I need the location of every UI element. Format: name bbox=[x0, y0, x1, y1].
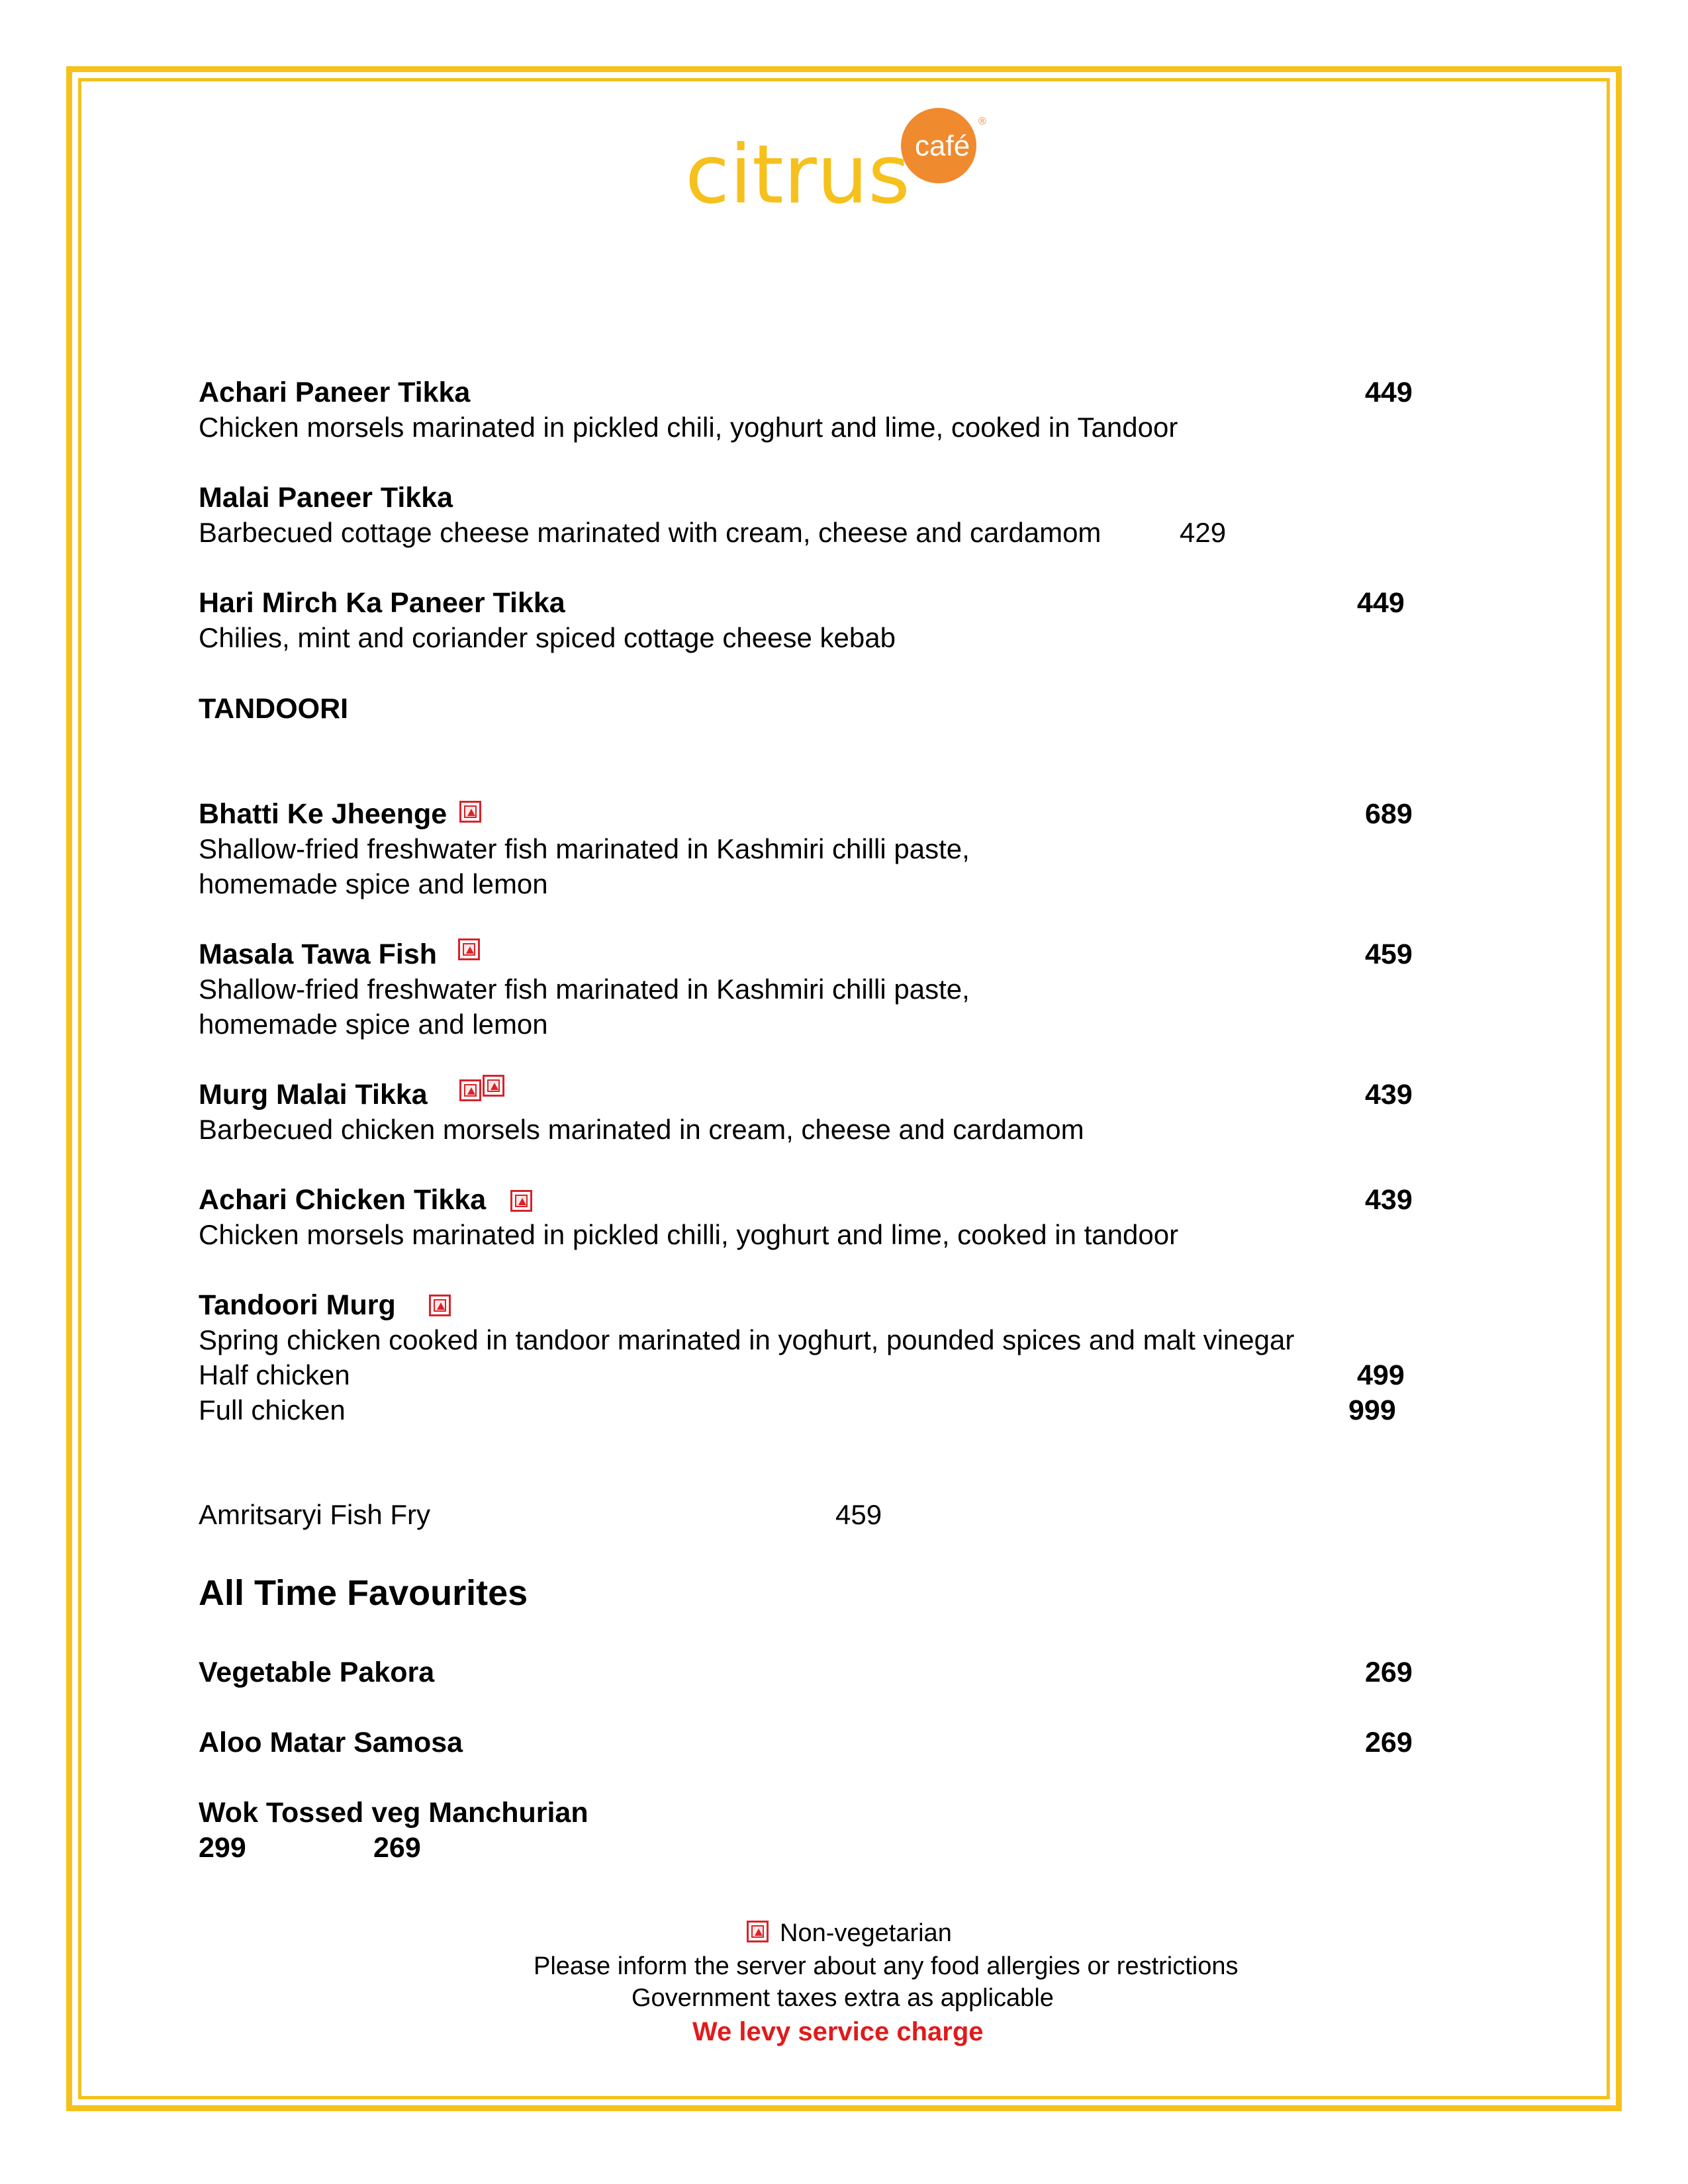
item-price-achari-chicken-tikka: 439 bbox=[1365, 1184, 1413, 1216]
item-price-hari-mirch: 449 bbox=[1357, 587, 1405, 619]
item-price-murg-malai-tikka: 439 bbox=[1365, 1079, 1413, 1111]
item-name-amritsaryi-fish-fry: Amritsaryi Fish Fry bbox=[199, 1499, 430, 1530]
item-name-tandoori-murg: Tandoori Murg bbox=[199, 1289, 396, 1321]
item-price-achari-paneer-tikka: 449 bbox=[1365, 377, 1413, 408]
non-veg-icon bbox=[458, 938, 480, 960]
item-desc-bhatti-line1: Shallow-fried freshwater fish marinated in Kashmiri chilli paste, bbox=[199, 833, 970, 864]
item-name-hari-mirch: Hari Mirch Ka Paneer Tikka bbox=[199, 587, 565, 619]
logo-cafe-text: café bbox=[915, 130, 970, 162]
non-veg-icon bbox=[429, 1295, 451, 1316]
item-price-bhatti-ke-jheenge: 689 bbox=[1365, 798, 1413, 830]
portion-price-full: 999 bbox=[1348, 1394, 1396, 1426]
item-desc-achari-paneer-tikka: Chicken morsels marinated in pickled chili, yoghurt and lime, cooked in Tandoor bbox=[199, 412, 1178, 443]
item-desc-murg-malai-tikka: Barbecued chicken morsels marinated in cream, cheese and cardamom bbox=[199, 1114, 1084, 1145]
item-desc-bhatti-line2: homemade spice and lemon bbox=[199, 868, 548, 899]
logo-citrus-text: citrus bbox=[685, 128, 910, 218]
item-desc-malai-paneer-tikka: Barbecued cottage cheese marinated with cream, cheese and cardamom bbox=[199, 517, 1102, 548]
legend-non-vegetarian: Non-vegetarian bbox=[780, 1919, 952, 1947]
item-name-malai-paneer-tikka: Malai Paneer Tikka bbox=[199, 482, 453, 514]
non-veg-icon bbox=[510, 1190, 532, 1212]
footer-taxes-note: Government taxes extra as applicable bbox=[632, 1984, 1054, 2012]
item-price-aloo-matar-samosa: 269 bbox=[1365, 1727, 1413, 1758]
item-price-manchurian-2: 269 bbox=[373, 1832, 421, 1864]
non-veg-icon bbox=[483, 1075, 504, 1097]
item-desc-masala-fish-line1: Shallow-fried freshwater fish marinated in Kashmiri chilli paste, bbox=[199, 974, 970, 1005]
item-price-masala-tawa-fish: 459 bbox=[1365, 938, 1413, 970]
non-veg-icon bbox=[747, 1921, 769, 1942]
item-name-murg-malai-tikka: Murg Malai Tikka bbox=[199, 1079, 428, 1111]
non-veg-icon bbox=[459, 801, 481, 823]
item-desc-tandoori-murg: Spring chicken cooked in tandoor marinated in yoghurt, pounded spices and malt vinegar bbox=[199, 1324, 1295, 1355]
item-price-manchurian-1: 299 bbox=[199, 1832, 246, 1864]
section-title-tandoori: TANDOORI bbox=[199, 693, 349, 725]
item-name-wok-tossed-veg-manchurian: Wok Tossed veg Manchurian bbox=[199, 1797, 588, 1829]
item-price-malai-paneer-tikka: 429 bbox=[1180, 517, 1227, 548]
item-name-bhatti-ke-jheenge: Bhatti Ke Jheenge bbox=[199, 798, 447, 830]
footer-allergy-note: Please inform the server about any food allergies or restrictions bbox=[534, 1952, 1239, 1980]
citrus-cafe-logo bbox=[682, 106, 1013, 218]
portion-price-half: 499 bbox=[1357, 1359, 1405, 1391]
item-name-masala-tawa-fish: Masala Tawa Fish bbox=[199, 938, 438, 970]
footer-service-charge: We levy service charge bbox=[692, 2017, 984, 2046]
item-desc-achari-chicken-tikka: Chicken morsels marinated in pickled chilli, yoghurt and lime, cooked in tandoor bbox=[199, 1219, 1179, 1250]
logo-registered-mark: ® bbox=[978, 116, 986, 127]
portion-label-half: Half chicken bbox=[199, 1359, 350, 1390]
item-price-vegetable-pakora: 269 bbox=[1365, 1657, 1413, 1688]
item-name-aloo-matar-samosa: Aloo Matar Samosa bbox=[199, 1727, 463, 1758]
item-name-achari-chicken-tikka: Achari Chicken Tikka bbox=[199, 1184, 487, 1216]
item-desc-masala-fish-line2: homemade spice and lemon bbox=[199, 1009, 548, 1040]
portion-label-full: Full chicken bbox=[199, 1394, 346, 1426]
non-veg-icon bbox=[459, 1079, 481, 1101]
item-name-vegetable-pakora: Vegetable Pakora bbox=[199, 1657, 435, 1688]
item-desc-hari-mirch: Chilies, mint and coriander spiced cottage cheese kebab bbox=[199, 622, 896, 653]
section-title-all-time-favourites: All Time Favourites bbox=[199, 1573, 528, 1613]
item-name-achari-paneer-tikka: Achari Paneer Tikka bbox=[199, 377, 471, 408]
item-price-amritsaryi-fish-fry: 459 bbox=[835, 1499, 882, 1530]
